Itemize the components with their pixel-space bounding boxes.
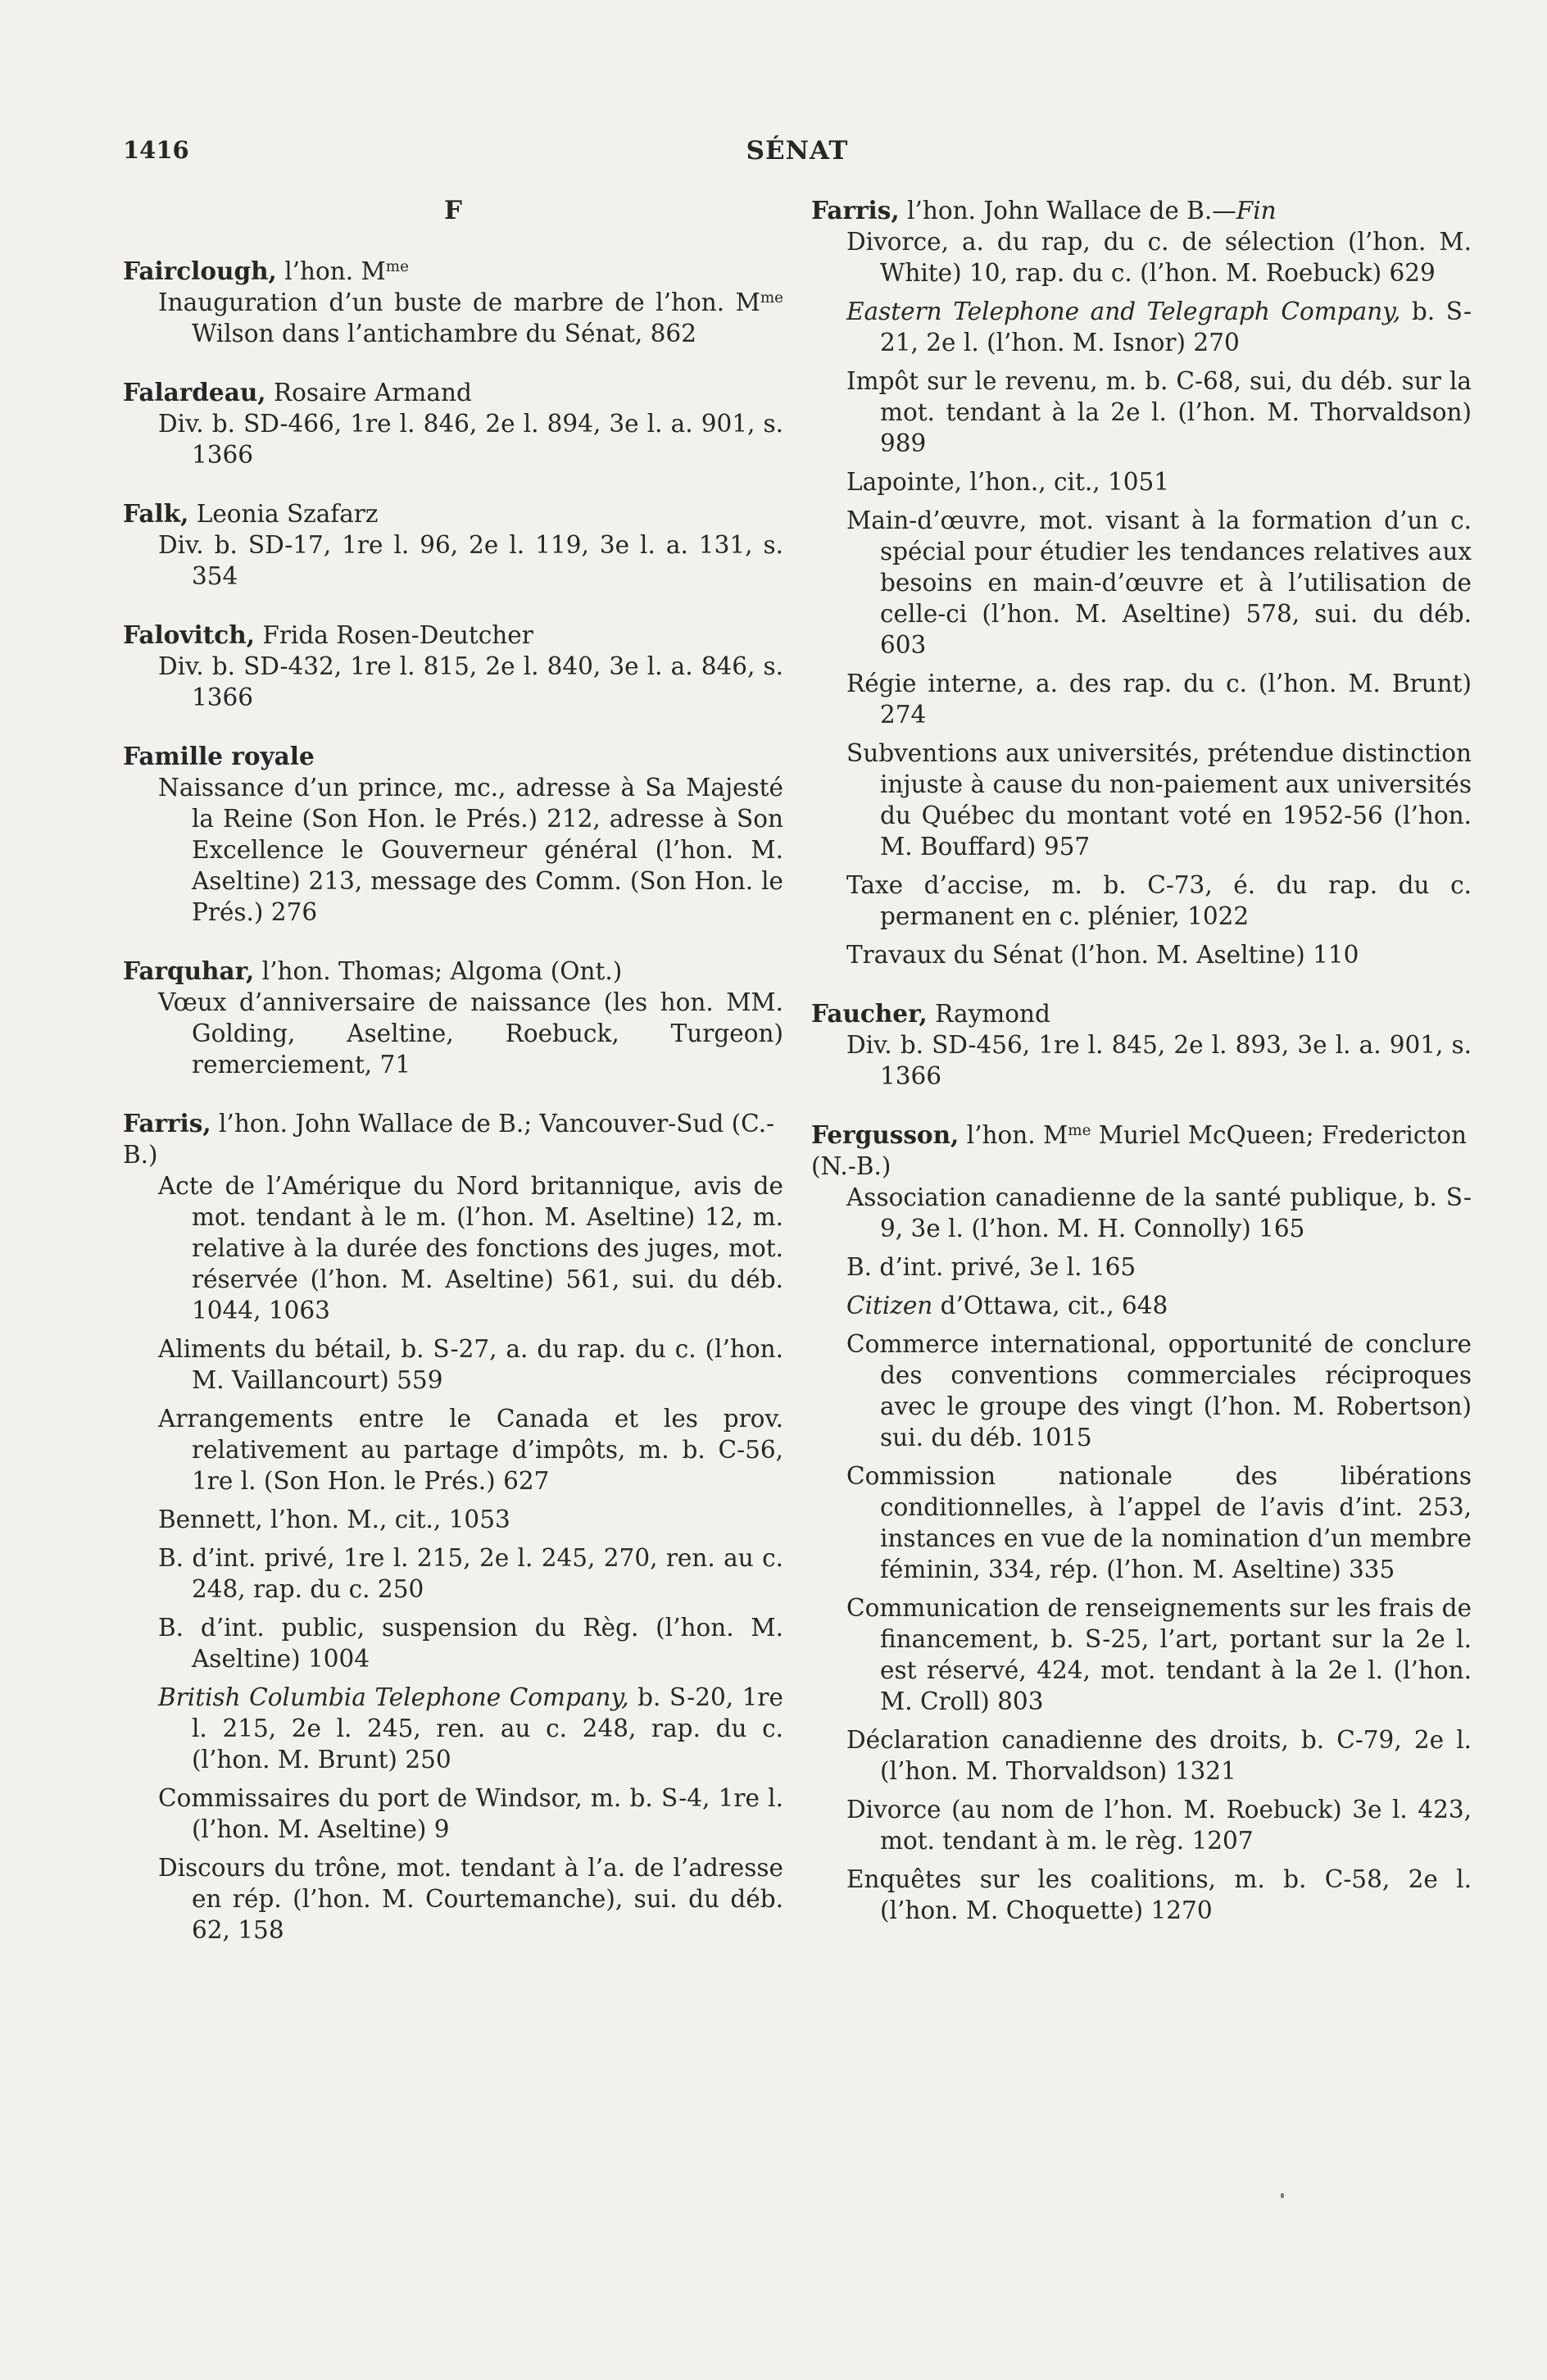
sub-entry [811, 738, 1472, 862]
sub-entry [123, 651, 783, 713]
index-entry [811, 1120, 1472, 1926]
sub-entry [811, 1251, 1472, 1283]
entry-name: Falovitch, [123, 620, 255, 649]
sub-entry [123, 1170, 783, 1326]
sub-entry-text: b. S-20, 1re l. 215, 2e l. 245, ren. au c. 248, rap. du c. (l’hon. M. Brunt) 250 [192, 1683, 783, 1774]
index-entry [123, 256, 783, 349]
sub-entry-text: Subventions aux universités, prétendue distinction injuste à cause du non-paiement aux universités du Québec du montant voté en 1952-56 (l’hon. M. Bouffard) 957 [846, 739, 1472, 861]
sub-entry [811, 1794, 1472, 1856]
sub-entry [811, 226, 1472, 288]
entry-heading [811, 1120, 1472, 1182]
sub-entry-text: Div. b. SD-456, 1re l. 845, 2e l. 893, 3e l. a. 901, s. 1366 [846, 1031, 1472, 1090]
sub-entry [811, 1029, 1472, 1092]
sub-entry [123, 1542, 783, 1605]
sub-entry [123, 1612, 783, 1674]
entry-name: Falardeau, [123, 378, 266, 407]
sub-entry [811, 1864, 1472, 1926]
sub-entry-text: Travaux du Sénat (l’hon. M. Aseltine) 110 [846, 941, 1359, 969]
index-entry [811, 998, 1472, 1092]
entry-descriptor-italic: Fin [1236, 197, 1277, 225]
sub-entry-text: Impôt sur le revenu, m. b. C-68, sui, du déb. sur la mot. tendant à la 2e l. (l’hon. M. Thorvaldson) 989 [846, 367, 1472, 457]
sub-entry-text: Div. b. SD-466, 1re l. 846, 2e l. 894, 3e l. a. 901, s. 1366 [158, 410, 783, 469]
entry-descriptor: l’hon. $M^{me}$ [276, 257, 409, 285]
sub-entry [123, 1783, 783, 1845]
entry-descriptor: l’hon. John Wallace de B.— [899, 197, 1236, 225]
index-entry [123, 741, 783, 928]
sub-entry-italic: British Columbia Telephone Company, [158, 1683, 629, 1711]
entry-descriptor: Rosaire Armand [265, 379, 472, 407]
sub-entry [811, 466, 1472, 497]
sub-entry [811, 870, 1472, 932]
sub-entry [811, 366, 1472, 459]
sub-entry [123, 987, 783, 1080]
sub-entry-text: Inauguration d’un buste de marbre de l’hon. $M^{me}$ Wilson dans l’antichambre du Sénat, 862 [158, 288, 783, 347]
sub-entry [123, 287, 783, 349]
right-column [811, 195, 1472, 1954]
entry-heading [123, 620, 783, 651]
sub-entry [811, 1460, 1472, 1585]
sub-entry-text: Acte de l’Amérique du Nord britannique, avis de mot. tendant à le m. (l’hon. M. Aseltine) 12, m. relative à la durée des fonctions des juges, mot. réservée (l’hon. M. Aseltine) 561, sui. du déb. 1044, 1063 [158, 1172, 783, 1324]
index-entry [123, 956, 783, 1080]
entry-name: Fairclough, [123, 257, 277, 285]
sub-entry [123, 1504, 783, 1535]
superscript: me [760, 288, 783, 307]
page-number: 1416 [123, 136, 189, 164]
sub-entry-text: Naissance d’un prince, mc., adresse à Sa Majesté la Reine (Son Hon. le Prés.) 212, adresse à Son Excellence le Gouverneur général (l’hon. M. Aseltine) 213, message des Comm. (Son Hon. le Prés.) 276 [158, 774, 783, 926]
print-speck [1281, 2193, 1284, 2198]
entry-heading [123, 498, 783, 529]
sub-entry [811, 505, 1472, 661]
entry-name: Faucher, [811, 999, 928, 1028]
superscript: me [385, 257, 409, 275]
index-entry [123, 377, 783, 470]
sub-entry-text: Communication de renseignements sur les frais de financement, b. S-25, l’art, portant sur la 2e l. est réservé, 424, mot. tendant à la 2e l. (l’hon. M. Croll) 803 [846, 1594, 1472, 1715]
index-entry [811, 195, 1472, 970]
sub-entry-text: Association canadienne de la santé publique, b. S-9, 3e l. (l’hon. M. H. Connolly) 165 [846, 1183, 1472, 1242]
entry-descriptor: l’hon. Thomas; Algoma (Ont.) [254, 957, 623, 985]
entry-name: Farris, [811, 196, 900, 225]
entry-heading [123, 256, 783, 287]
sub-entry-text: Déclaration canadienne des droits, b. C-79, 2e l. (l’hon. M. Thorvaldson) 1321 [846, 1726, 1472, 1785]
sub-entry [811, 1592, 1472, 1717]
entry-name: Fergusson, [811, 1120, 960, 1149]
index-entry [123, 1108, 783, 1946]
sub-entry-text: Divorce, a. du rap, du c. de sélection (l’hon. M. White) 10, rap. du c. (l’hon. M. Roebuck) 629 [846, 228, 1472, 287]
sub-entry-text: b. S-21, 2e l. (l’hon. M. Isnor) 270 [880, 298, 1472, 357]
sub-entry [123, 1403, 783, 1497]
sub-entry [123, 1852, 783, 1946]
sub-entry-text: Vœux d’anniversaire de naissance (les hon. MM. Golding, Aseltine, Roebuck, Turgeon) remerciement, 71 [158, 988, 783, 1079]
entry-descriptor: Leonia Szafarz [188, 500, 379, 528]
index-entry [123, 620, 783, 713]
entry-descriptor: l’hon. John Wallace de B.; Vancouver-Sud (C.-B.) [123, 1110, 775, 1169]
sub-entry [123, 772, 783, 928]
sub-entry [811, 1329, 1472, 1453]
page-header [123, 136, 1472, 172]
superscript: me [1068, 1121, 1091, 1139]
sub-entry-text: Régie interne, a. des rap. du c. (l’hon. M. Brunt) 274 [846, 670, 1472, 729]
entry-heading [123, 1108, 783, 1170]
sub-entry-text: Arrangements entre le Canada et les prov. relativement au partage d’impôts, m. b. C-56, 1re l. (Son Hon. le Prés.) 627 [158, 1405, 783, 1495]
sub-entry-text: Div. b. SD-432, 1re l. 815, 2e l. 840, 3e l. a. 846, s. 1366 [158, 652, 783, 711]
sub-entry-text: Divorce (au nom de l’hon. M. Roebuck) 3e l. 423, mot. tendant à m. le règ. 1207 [846, 1796, 1472, 1855]
sub-entry-text: Bennett, l’hon. M., cit., 1053 [158, 1506, 510, 1533]
sub-entry [123, 1682, 783, 1775]
sub-entry-text: Div. b. SD-17, 1re l. 96, 2e l. 119, 3e l. a. 131, s. 354 [158, 531, 783, 590]
sub-entry [811, 668, 1472, 730]
sub-entry-italic: Citizen [846, 1292, 933, 1319]
entry-heading [123, 741, 783, 772]
sub-entry-text: B. d’int. privé, 1re l. 215, 2e l. 245, 270, ren. au c. 248, rap. du c. 250 [158, 1544, 783, 1603]
sub-entry-text: B. d’int. public, suspension du Règ. (l’hon. M. Aseltine) 1004 [158, 1614, 783, 1673]
section-letter: F [443, 196, 462, 225]
running-title: SÉNAT [746, 136, 849, 166]
sub-entry-text: Commissaires du port de Windsor, m. b. S-4, 1re l. (l’hon. M. Aseltine) 9 [158, 1784, 783, 1843]
entry-heading [123, 377, 783, 408]
sub-entry-text: Commerce international, opportunité de conclure des conventions commerciales réciproques avec le groupe des vingt (l’hon. M. Robertson) sui. du déb. 1015 [846, 1330, 1472, 1451]
entry-descriptor: l’hon. $M^{me}$ Muriel McQueen; Fredericton (N.-B.) [811, 1121, 1467, 1180]
sub-entry [811, 1290, 1472, 1321]
sub-entry-text: Main-d’œuvre, mot. visant à la formation d’un c. spécial pour étudier les tendances relatives aux besoins en main-d’œuvre et à l’utilisation de celle-ci (l’hon. M. Aseltine) 578, sui. du déb. 603 [846, 506, 1472, 659]
sub-entry-text: Enquêtes sur les coalitions, m. b. C-58, 2e l. (l’hon. M. Choquette) 1270 [846, 1865, 1472, 1924]
entry-descriptor: Frida Rosen-Deutcher [254, 621, 533, 649]
entry-heading [123, 956, 783, 987]
entry-descriptor: Raymond [927, 1000, 1050, 1028]
sub-entry-text: Commission nationale des libérations conditionnelles, à l’appel de l’avis d’int. 253, instances en vue de la nomination d’un membre féminin, 334, rép. (l’hon. M. Aseltine) 335 [846, 1462, 1472, 1583]
entry-name: Farquhar, [123, 956, 255, 985]
entry-name: Famille royale [123, 742, 315, 770]
sub-entry-italic: Eastern Telephone and Telegraph Company, [846, 298, 1401, 325]
sub-entry [811, 1182, 1472, 1244]
entry-heading [811, 998, 1472, 1029]
sub-entry [811, 296, 1472, 358]
sub-entry-text: Discours du trône, mot. tendant à l’a. de l’adresse en rép. (l’hon. M. Courtemanche), sui. du déb. 62, 158 [158, 1854, 783, 1944]
sub-entry-text: Aliments du bétail, b. S-27, a. du rap. du c. (l’hon. M. Vaillancourt) 559 [158, 1335, 783, 1394]
sub-entry-text: d’Ottawa, cit., 648 [932, 1292, 1168, 1319]
entry-heading [811, 195, 1472, 226]
entry-name: Farris, [123, 1109, 211, 1138]
sub-entry [123, 408, 783, 470]
sub-entry [123, 1333, 783, 1396]
sub-entry-text: Lapointe, l’hon., cit., 1051 [846, 468, 1170, 496]
sub-entry [811, 939, 1472, 970]
sub-entry-text: B. d’int. privé, 3e l. 165 [846, 1253, 1136, 1281]
sub-entry [123, 529, 783, 592]
entry-name: Falk, [123, 499, 189, 528]
sub-entry [811, 1724, 1472, 1787]
sub-entry-text: Taxe d’accise, m. b. C-73, é. du rap. du c. permanent en c. plénier, 1022 [846, 871, 1472, 930]
index-entry [123, 498, 783, 592]
left-column [123, 195, 783, 1973]
